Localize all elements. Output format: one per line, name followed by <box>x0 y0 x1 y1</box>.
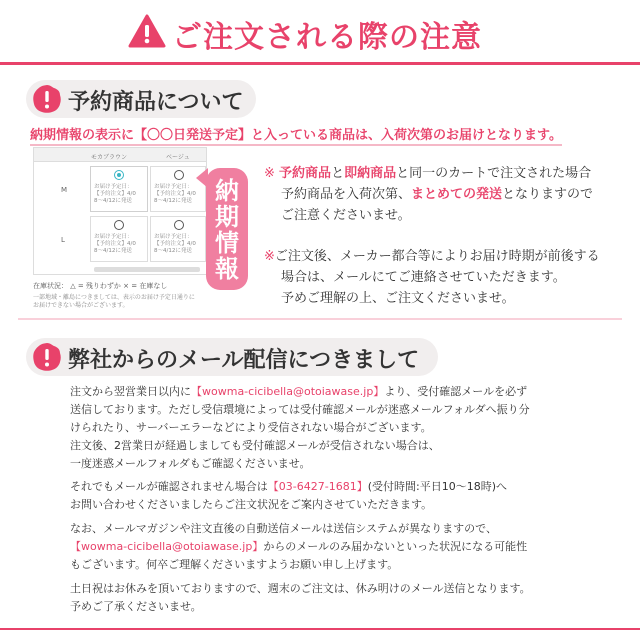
support-email-link: 【wowma-cicibella@otoiawase.jp】 <box>191 385 385 398</box>
body-line: 一度迷惑メールフォルダもご確認くださいませ。 <box>70 457 311 470</box>
sample-radio <box>174 170 184 180</box>
sample-cell-text: お届け予定日： <box>94 184 133 190</box>
body-line: もございます。何卒ご理解くださいますようお願い申し上げます。 <box>70 558 399 571</box>
body-line: お問い合わせくださいましたらご注文状況をご案内させていただきます。 <box>70 498 433 511</box>
footer-divider <box>0 628 640 630</box>
section-heading-text: 弊社からのメール配信につきまして <box>68 348 420 373</box>
note-line: 場合は、メールにてご連絡させていただきます。 <box>281 270 566 285</box>
note-line: ※ 予約商品と即納商品と同一のカートで注文された場合 <box>264 166 592 181</box>
note-line: ※ご注文後、メーカー都合等によりお届け時期が前後する <box>264 249 600 264</box>
note-line: ご注意くださいませ。 <box>281 208 411 223</box>
sample-cell-text: お届け予定日： <box>94 234 133 240</box>
page-title: ご注文される際の注意 <box>172 20 482 55</box>
sample-cell-text: お届け予定日： <box>154 234 193 240</box>
sample-radio <box>174 220 184 230</box>
sample-cell-text: 8〜4/12に発送 <box>94 248 132 254</box>
sample-cell-text: 8〜4/12に発送 <box>94 198 132 204</box>
sample-radio <box>114 220 124 230</box>
delivery-info-label-text: 納期情報 <box>215 177 239 283</box>
sample-footnote: お届けできない場合がございます。 <box>33 302 129 309</box>
delivery-notice: 納期情報の表示に【〇〇日発送予定】と入っている商品は、入荷次第のお届けとなります。 <box>30 124 562 146</box>
support-phone-link: 【03-6427-1681】 <box>267 480 368 493</box>
sample-radio-selected <box>114 170 124 180</box>
sample-cell-text: 8〜4/12に発送 <box>154 248 192 254</box>
sample-cell-text: 【予約注文】4/0 <box>154 241 196 247</box>
sample-column-header: ベージュ <box>166 154 190 161</box>
sample-column-header: モカブラウン <box>91 154 128 161</box>
support-email-link: 【wowma-cicibella@otoiawase.jp】 <box>70 540 264 553</box>
sample-cell-text: 8〜4/12に発送 <box>154 198 192 204</box>
sample-cell-text: 【予約注文】4/0 <box>94 191 136 197</box>
alert-icon <box>32 342 62 372</box>
body-line: 送信しております。ただし受信環境によっては受付確認メールが迷惑メールフォルダへ振り分 <box>70 403 530 416</box>
body-line: 注文から翌営業日以内に【wowma-cicibella@otoiawase.jp】より、受付確認メールを必ず <box>70 385 528 398</box>
section-heading-text: 予約商品について <box>68 90 244 115</box>
alert-icon <box>32 84 62 114</box>
note-line: 予約商品を入荷次第、まとめての発送となりますので <box>281 187 594 202</box>
sample-footnote: 一部地域・離島につきましては、表示のお届け予定日通りに <box>33 294 195 301</box>
body-line: 予めご了承くださいませ。 <box>70 600 202 613</box>
sample-cell-text: お届け予定日： <box>154 184 193 190</box>
body-line: 注文後、2営業日が経過しましても受付確認メールが受信されない場合は、 <box>70 439 440 452</box>
header-divider <box>0 62 640 65</box>
sample-scrollbar <box>94 267 200 272</box>
body-line: 【wowma-cicibella@otoiawase.jp】からのメールのみ届かないといった状況になる可能性 <box>70 540 528 553</box>
sample-cell-text: 【予約注文】4/0 <box>154 191 196 197</box>
stock-legend: 在庫状況： △ = 残りわずか × = 在庫なし <box>33 282 168 290</box>
delivery-info-sample <box>33 147 207 275</box>
note-line: 予めご理解の上、ご注文くださいませ。 <box>281 291 515 306</box>
sample-row-label: L <box>61 236 65 244</box>
body-line: それでもメールが確認されません場合は【03-6427-1681】(受付時間:平日10～18時)へ <box>70 480 508 493</box>
body-line: なお、メールマガジンや注文直後の自動送信メールは送信システムが異なりますので、 <box>70 522 497 535</box>
sample-row-label: M <box>61 186 68 194</box>
warning-triangle-icon <box>128 14 166 48</box>
section-divider <box>18 318 622 320</box>
sample-cell-text: 【予約注文】4/0 <box>94 241 136 247</box>
body-line: けられたり、サーバーエラーなどにより受信されない場合がございます。 <box>70 421 432 434</box>
body-line: 土日祝はお休みを頂いておりますので、週末のご注文は、休み明けのメール送信となります。 <box>70 582 531 595</box>
